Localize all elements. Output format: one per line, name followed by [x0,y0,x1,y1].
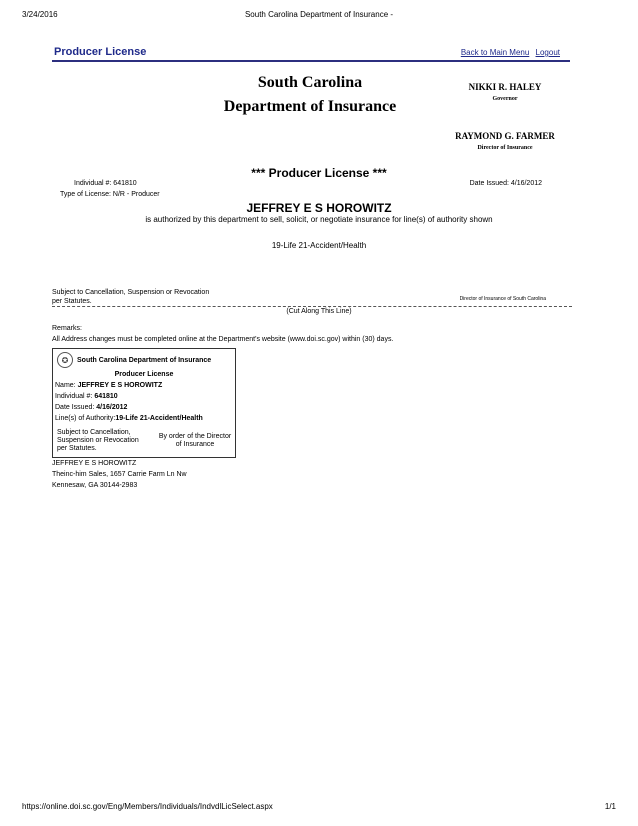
card-individual-row [55,393,118,400]
cut-line [52,306,572,307]
logout-link[interactable]: Logout [535,48,560,57]
cut-instruction: (Cut Along This Line) [286,308,352,315]
card-loa-value: 19-Life 21-Accident/Health [115,415,203,422]
card-title: Producer License [114,371,174,378]
card-loa-row [55,415,203,422]
card-order-text: By order of the Director of Insurance [158,433,232,448]
wallet-card [52,348,236,458]
license-type: Type of License: N/R - Producer [60,191,160,198]
back-to-main-menu-link[interactable]: Back to Main Menu [460,48,530,57]
address-line2: Kennesaw, GA 30144-2983 [52,482,138,489]
licensee-name: JEFFREY E S HOROWITZ [246,201,392,215]
individual-number: Individual #: 641810 [74,180,137,187]
card-date-value: 4/16/2012 [96,404,128,411]
director-title: Director of Insurance [477,145,533,151]
page-title: Producer License [54,46,147,58]
print-title: South Carolina Department of Insurance - [244,10,394,19]
card-header [57,352,211,368]
department-name-line1: South Carolina [257,74,363,91]
header-divider [52,60,570,62]
address-name: JEFFREY E S HOROWITZ [52,460,137,467]
cancellation-notice: Subject to Cancellation, Suspension or Revocation per Statutes. [52,289,210,305]
governor-name: NIKKI R. HALEY [468,82,542,92]
card-name-row [55,382,162,389]
director-signature-line: Director of Insurance of South Carolina [459,296,546,302]
date-issued: Date Issued: 4/16/2012 [469,180,542,187]
remarks-label: Remarks: [52,325,82,332]
top-links [461,48,560,57]
print-url: https://online.doi.sc.gov/Eng/Members/Individuals/IndvdlLicSelect.aspx [22,802,273,811]
print-date: 3/24/2016 [22,10,58,19]
lines-of-authority: 19-Life 21-Accident/Health [271,241,367,250]
card-individual-value: 641810 [94,393,118,400]
address-line1: Theinc-him Sales, 1657 Carrie Farm Ln Nw [52,471,187,478]
card-name-label: Name: [55,382,78,389]
license-heading: *** Producer License *** [251,166,387,180]
card-loa-label: Line(s) of Authority: [55,415,116,422]
card-date-row [55,404,127,411]
card-date-label: Date Issued: [55,404,97,411]
card-individual-label: Individual #: [55,393,95,400]
authorization-statement: is authorized by this department to sell, solicit, or negotiate insurance for line(s) of authority shown [145,215,493,224]
card-department: South Carolina Department of Insurance [77,356,212,364]
state-seal-icon: ✪ [57,352,73,368]
card-name-value: JEFFREY E S HOROWITZ [77,382,163,389]
governor-title: Governor [492,96,518,102]
director-name: RAYMOND G. FARMER [455,131,555,141]
remarks-text: All Address changes must be completed online at the Department's website (www.doi.sc.gov) within (30) days. [52,336,394,343]
department-name-line2: Department of Insurance [223,98,397,115]
card-cancellation-notice: Subject to Cancellation, Suspension or Revocation per Statutes. [57,429,139,452]
print-page-number: 1/1 [604,802,616,811]
